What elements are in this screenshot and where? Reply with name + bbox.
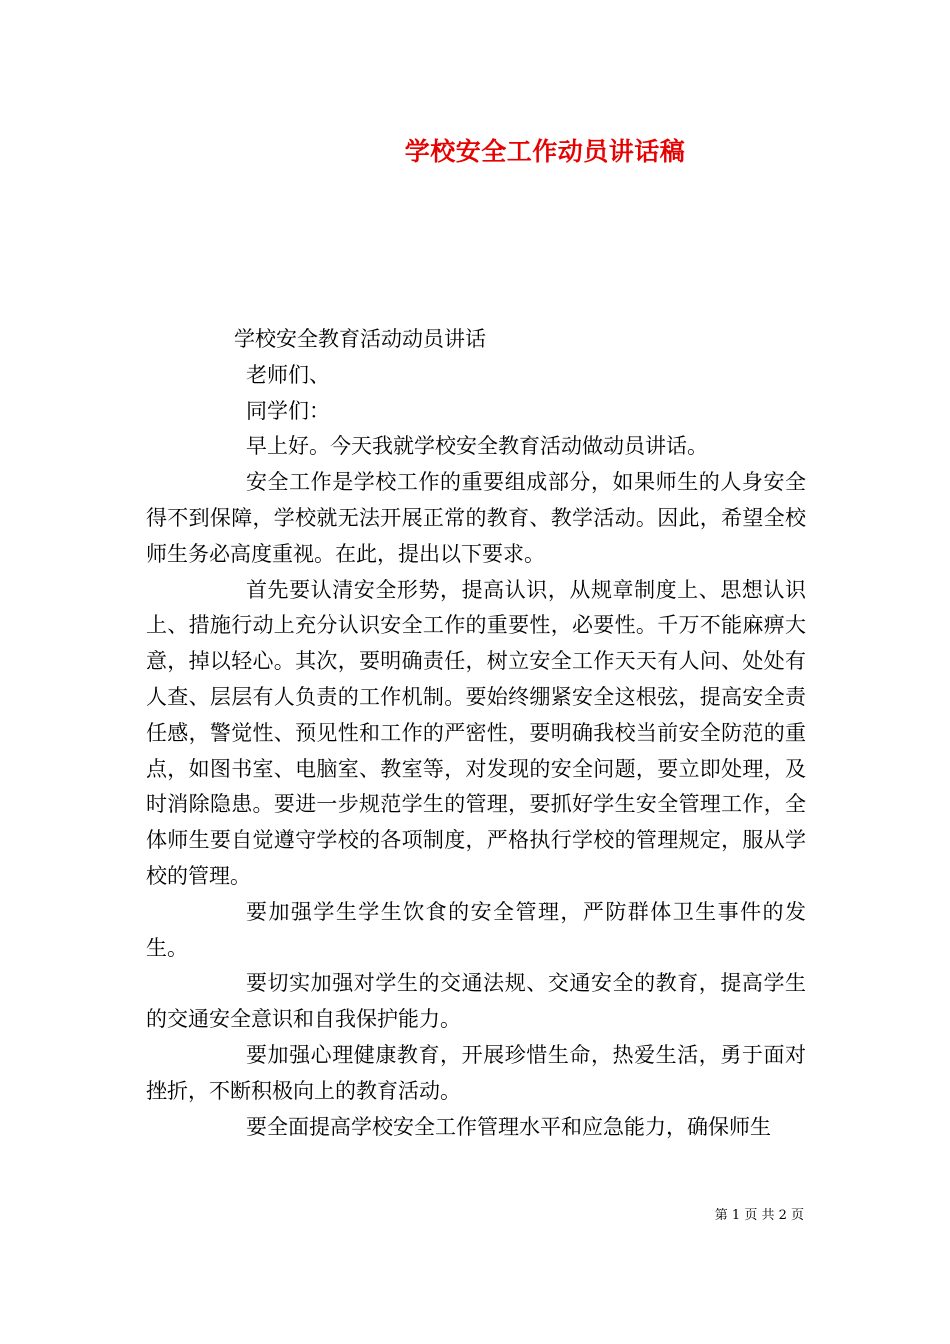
paragraph-management: 要全面提高学校安全工作管理水平和应急能力，确保师生 <box>246 1114 771 1139</box>
document-body <box>146 322 806 1145</box>
paragraph-traffic-safety: 要切实加强对学生的交通法规、交通安全的教育，提高学生的交通安全意识和自我保护能力。 <box>146 971 806 1032</box>
document-subtitle: 学校安全教育活动动员讲话 <box>234 327 486 351</box>
salutation-students: 同学们： <box>246 398 330 423</box>
paragraph-food-safety: 要加强学生学生饮食的安全管理，严防群体卫生事件的发生。 <box>146 899 806 960</box>
document-title: 学校安全工作动员讲话稿 <box>404 137 686 166</box>
page-number: 第 1 页 共 2 页 <box>714 1208 804 1223</box>
paragraph-greeting: 早上好。今天我就学校安全教育活动做动员讲话。 <box>246 434 708 459</box>
paragraph-mental-health: 要加强心理健康教育，开展珍惜生命，热爱生活，勇于面对挫折，不断积极向上的教育活动。 <box>146 1042 806 1103</box>
paragraph-requirements: 首先要认清安全形势，提高认识，从规章制度上、思想认识上、措施行动上充分认识安全工作的重要性，必要性。千万不能麻痹大意，掉以轻心。其次，要明确责任，树立安全工作天天有人问、处处有人查、层层有人负责的工作机制。要始终绷紧安全这根弦，提高安全责任感，警觉性、预见性和工作的严密性，要明确我校当前安全防范的重点，如图书室、电脑室、教室等，对发现的安全问题，要立即处理，及时消除隐患。要进一步规范学生的管理，要抓好学生安全管理工作，全体师生要自觉遵守学校的各项制度，严格执行学校的管理规定，服从学校的管理。 <box>146 577 806 888</box>
salutation-teachers: 老师们、 <box>246 362 330 387</box>
paragraph-intro: 安全工作是学校工作的重要组成部分，如果师生的人身安全得不到保障，学校就无法开展正常的教育、教学活动。因此，希望全校师生务必高度重视。在此，提出以下要求。 <box>146 470 806 566</box>
